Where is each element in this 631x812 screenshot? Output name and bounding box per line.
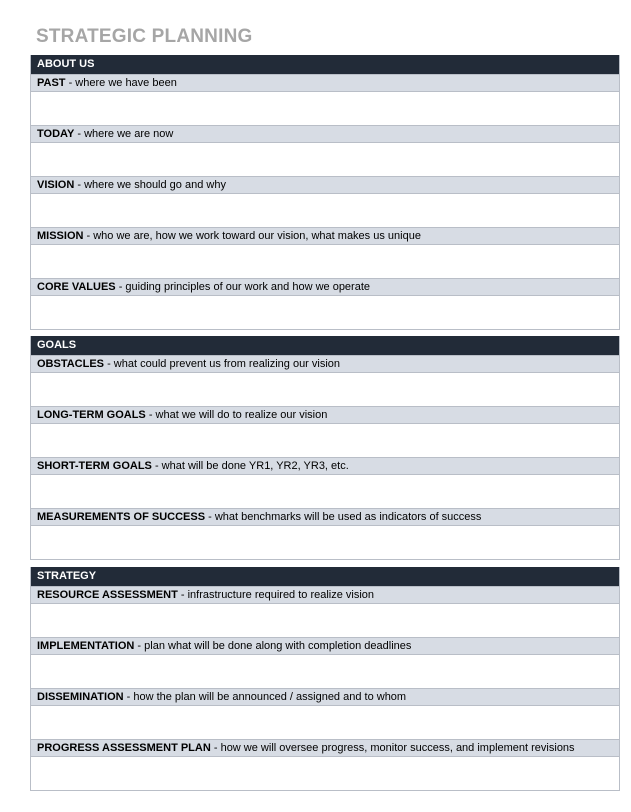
input-area-past[interactable] xyxy=(31,91,619,125)
input-area-today[interactable] xyxy=(31,142,619,176)
input-area-resource-assessment[interactable] xyxy=(31,603,619,637)
section-heading: STRATEGY xyxy=(31,567,619,586)
field-label-description: - how we will oversee progress, monitor success, and implement revisions xyxy=(210,742,575,754)
input-area-measurements-of-success[interactable] xyxy=(31,525,619,559)
section-strategy xyxy=(30,567,620,791)
field-label-title: PAST xyxy=(37,77,66,89)
input-area-mission[interactable] xyxy=(31,244,619,278)
field-label-title: SHORT-TERM GOALS xyxy=(37,460,152,472)
input-area-progress-assessment-plan[interactable] xyxy=(31,756,619,790)
field-label-title: RESOURCE ASSESSMENT xyxy=(37,589,178,601)
page-title: STRATEGIC PLANNING xyxy=(36,26,253,47)
field-label-title: CORE VALUES xyxy=(37,281,116,293)
field-label-description: - where we are now xyxy=(74,128,174,140)
field-label-description: - what we will do to realize our vision xyxy=(145,409,328,421)
section-heading: ABOUT US xyxy=(31,55,619,74)
field-label-short-term-goals xyxy=(31,457,619,474)
field-label-title: DISSEMINATION xyxy=(37,691,124,703)
field-label-description: - what could prevent us from realizing our vision xyxy=(104,358,341,370)
section-goals xyxy=(30,336,620,560)
field-label-description: - what will be done YR1, YR2, YR3, etc. xyxy=(151,460,349,472)
field-label-description: - plan what will be done along with completion deadlines xyxy=(134,640,412,652)
field-label-resource-assessment xyxy=(31,586,619,603)
field-label-title: MEASUREMENTS OF SUCCESS xyxy=(37,511,206,523)
field-label-obstacles xyxy=(31,355,619,372)
field-label-description: - infrastructure required to realize vision xyxy=(177,589,375,601)
field-label-mission xyxy=(31,227,619,244)
input-area-obstacles[interactable] xyxy=(31,372,619,406)
input-area-short-term-goals[interactable] xyxy=(31,474,619,508)
field-label-title: VISION xyxy=(37,179,75,191)
field-label-description: - what benchmarks will be used as indicators of success xyxy=(205,511,482,523)
field-label-description: - how the plan will be announced / assigned and to whom xyxy=(123,691,407,703)
input-area-core-values[interactable] xyxy=(31,295,619,329)
field-label-title: TODAY xyxy=(37,128,75,140)
input-area-vision[interactable] xyxy=(31,193,619,227)
section-heading: GOALS xyxy=(31,336,619,355)
field-label-title: LONG-TERM GOALS xyxy=(37,409,146,421)
field-label-past xyxy=(31,74,619,91)
input-area-dissemination[interactable] xyxy=(31,705,619,739)
field-label-title: MISSION xyxy=(37,230,84,242)
field-label-title: OBSTACLES xyxy=(37,358,105,370)
field-label-description: - where we should go and why xyxy=(74,179,226,191)
field-label-implementation xyxy=(31,637,619,654)
input-area-long-term-goals[interactable] xyxy=(31,423,619,457)
field-label-progress-assessment-plan xyxy=(31,739,619,756)
field-label-description: - where we have been xyxy=(65,77,177,89)
field-label-description: - who we are, how we work toward our vision, what makes us unique xyxy=(83,230,421,242)
field-label-vision xyxy=(31,176,619,193)
field-label-core-values xyxy=(31,278,619,295)
field-label-title: IMPLEMENTATION xyxy=(37,640,135,652)
field-label-description: - guiding principles of our work and how we operate xyxy=(115,281,371,293)
field-label-title: PROGRESS ASSESSMENT PLAN xyxy=(37,742,211,754)
field-label-measurements-of-success xyxy=(31,508,619,525)
field-label-dissemination xyxy=(31,688,619,705)
section-about-us xyxy=(30,55,620,330)
field-label-long-term-goals xyxy=(31,406,619,423)
input-area-implementation[interactable] xyxy=(31,654,619,688)
field-label-today xyxy=(31,125,619,142)
